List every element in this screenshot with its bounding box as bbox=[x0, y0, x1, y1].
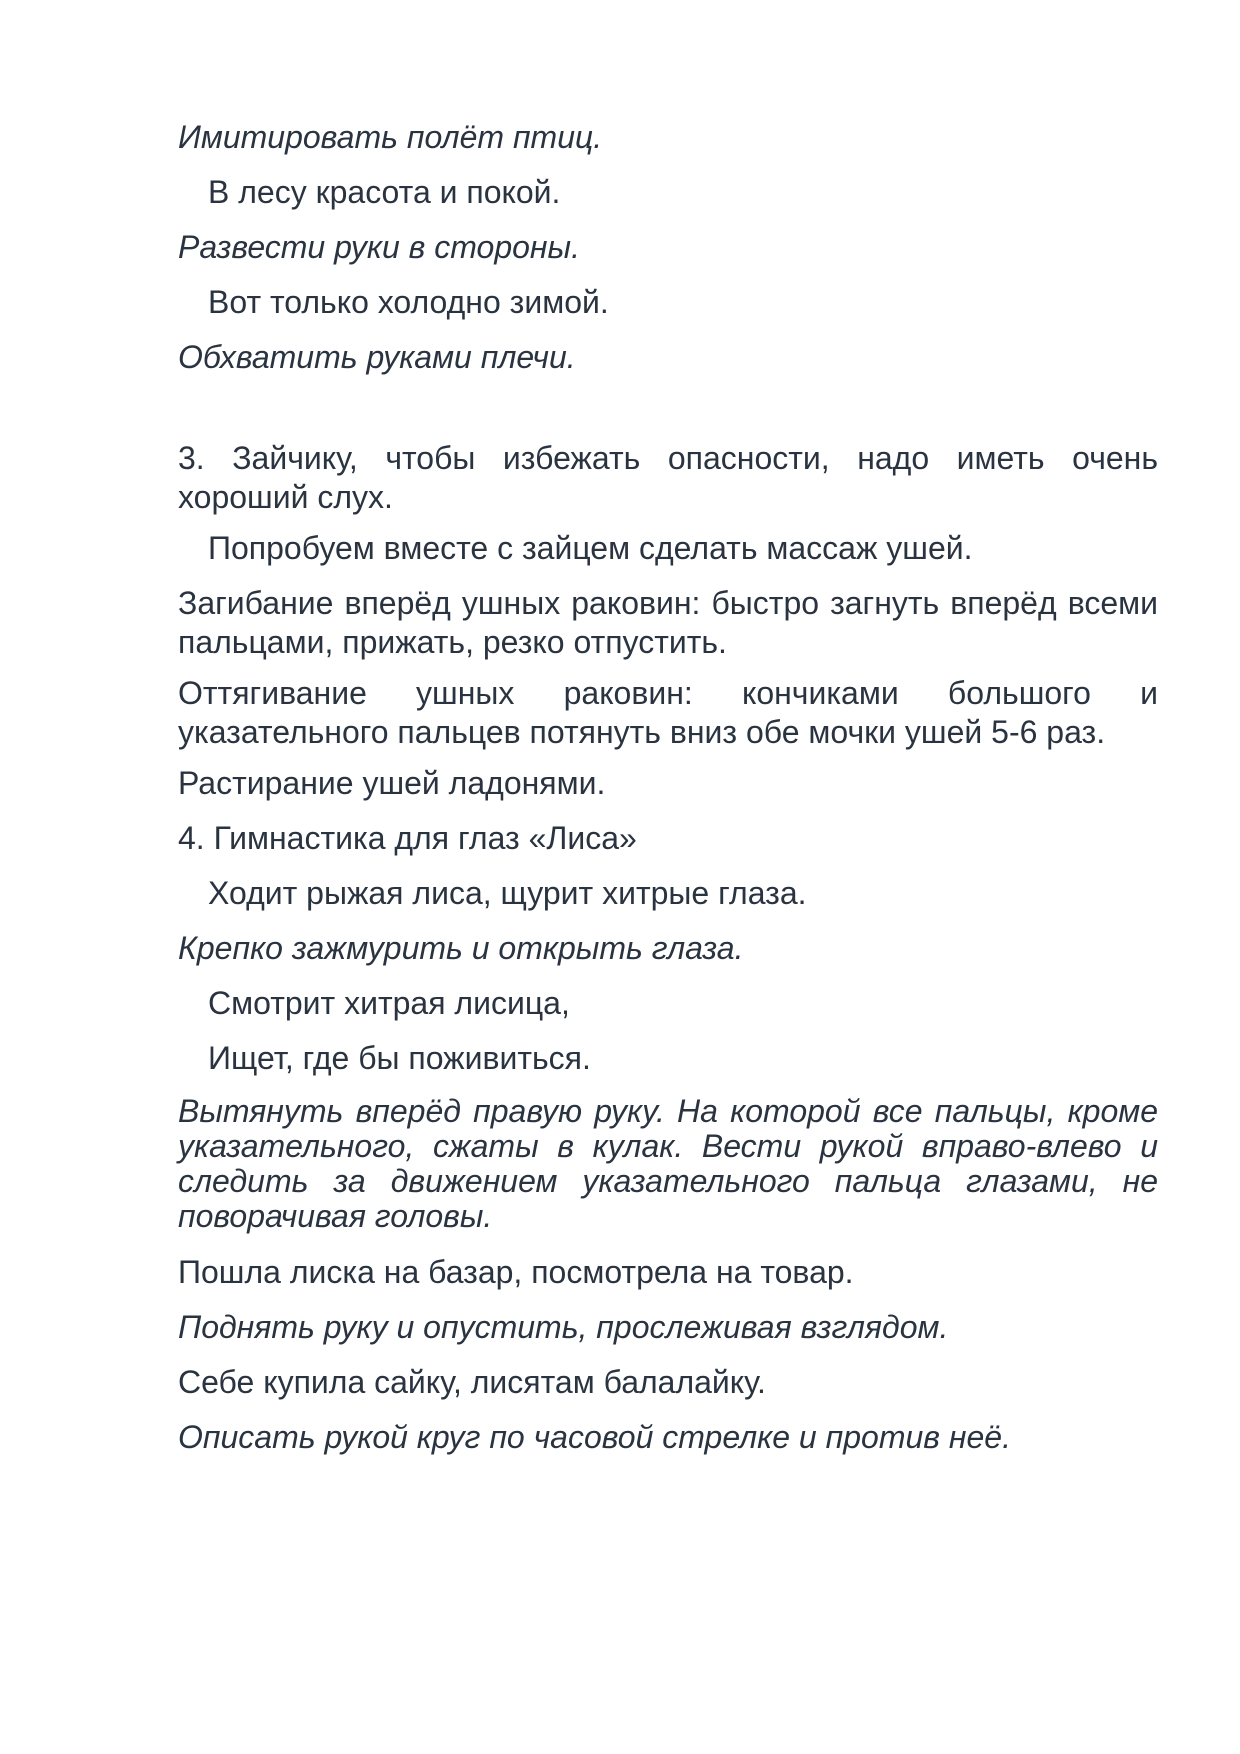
verse-line: Смотрит хитрая лисица, bbox=[208, 985, 570, 1021]
verse-line: Попробуем вместе с зайцем сделать массаж ушей. bbox=[208, 530, 973, 566]
verse-line: Ходит рыжая лиса, щурит хитрые глаза. bbox=[208, 875, 807, 911]
body-paragraph: Оттягивание ушных раковин: кончиками большого и указательного пальцев потянуть вниз обе мочки ушей 5-6 раз. bbox=[178, 675, 1158, 750]
instruction-text: Крепко зажмурить и открыть глаза. bbox=[178, 930, 744, 966]
instruction-text: Вытянуть вперёд правую руку. На которой все пальцы, кроме указательного, сжаты в кулак. Вести рукой вправо-влево и следить за движением указательного пальца глазами, не поворачивая головы. bbox=[178, 1093, 1158, 1234]
section-paragraph: 3. Зайчику, чтобы избежать опасности, надо иметь очень хороший слух. bbox=[178, 440, 1158, 515]
body-paragraph: Загибание вперёд ушных раковин: быстро загнуть вперёд всеми пальцами, прижать, резко отпустить. bbox=[178, 585, 1158, 660]
verse-line: Ищет, где бы поживиться. bbox=[208, 1040, 591, 1076]
verse-line: Вот только холодно зимой. bbox=[208, 284, 609, 320]
instruction-text: Развести руки в стороны. bbox=[178, 229, 580, 265]
verse-line: Пошла лиска на базар, посмотрела на товар. bbox=[178, 1254, 854, 1290]
instruction-text: Обхватить руками плечи. bbox=[178, 339, 576, 375]
section-heading: 4. Гимнастика для глаз «Лиса» bbox=[178, 820, 637, 856]
instruction-text: Описать рукой круг по часовой стрелке и против неё. bbox=[178, 1419, 1011, 1455]
verse-line: В лесу красота и покой. bbox=[208, 174, 561, 210]
body-paragraph: Растирание ушей ладонями. bbox=[178, 765, 606, 801]
instruction-text: Имитировать полёт птиц. bbox=[178, 119, 603, 155]
verse-line: Себе купила сайку, лисятам балалайку. bbox=[178, 1364, 766, 1400]
instruction-text: Поднять руку и опустить, прослеживая взглядом. bbox=[178, 1309, 949, 1345]
